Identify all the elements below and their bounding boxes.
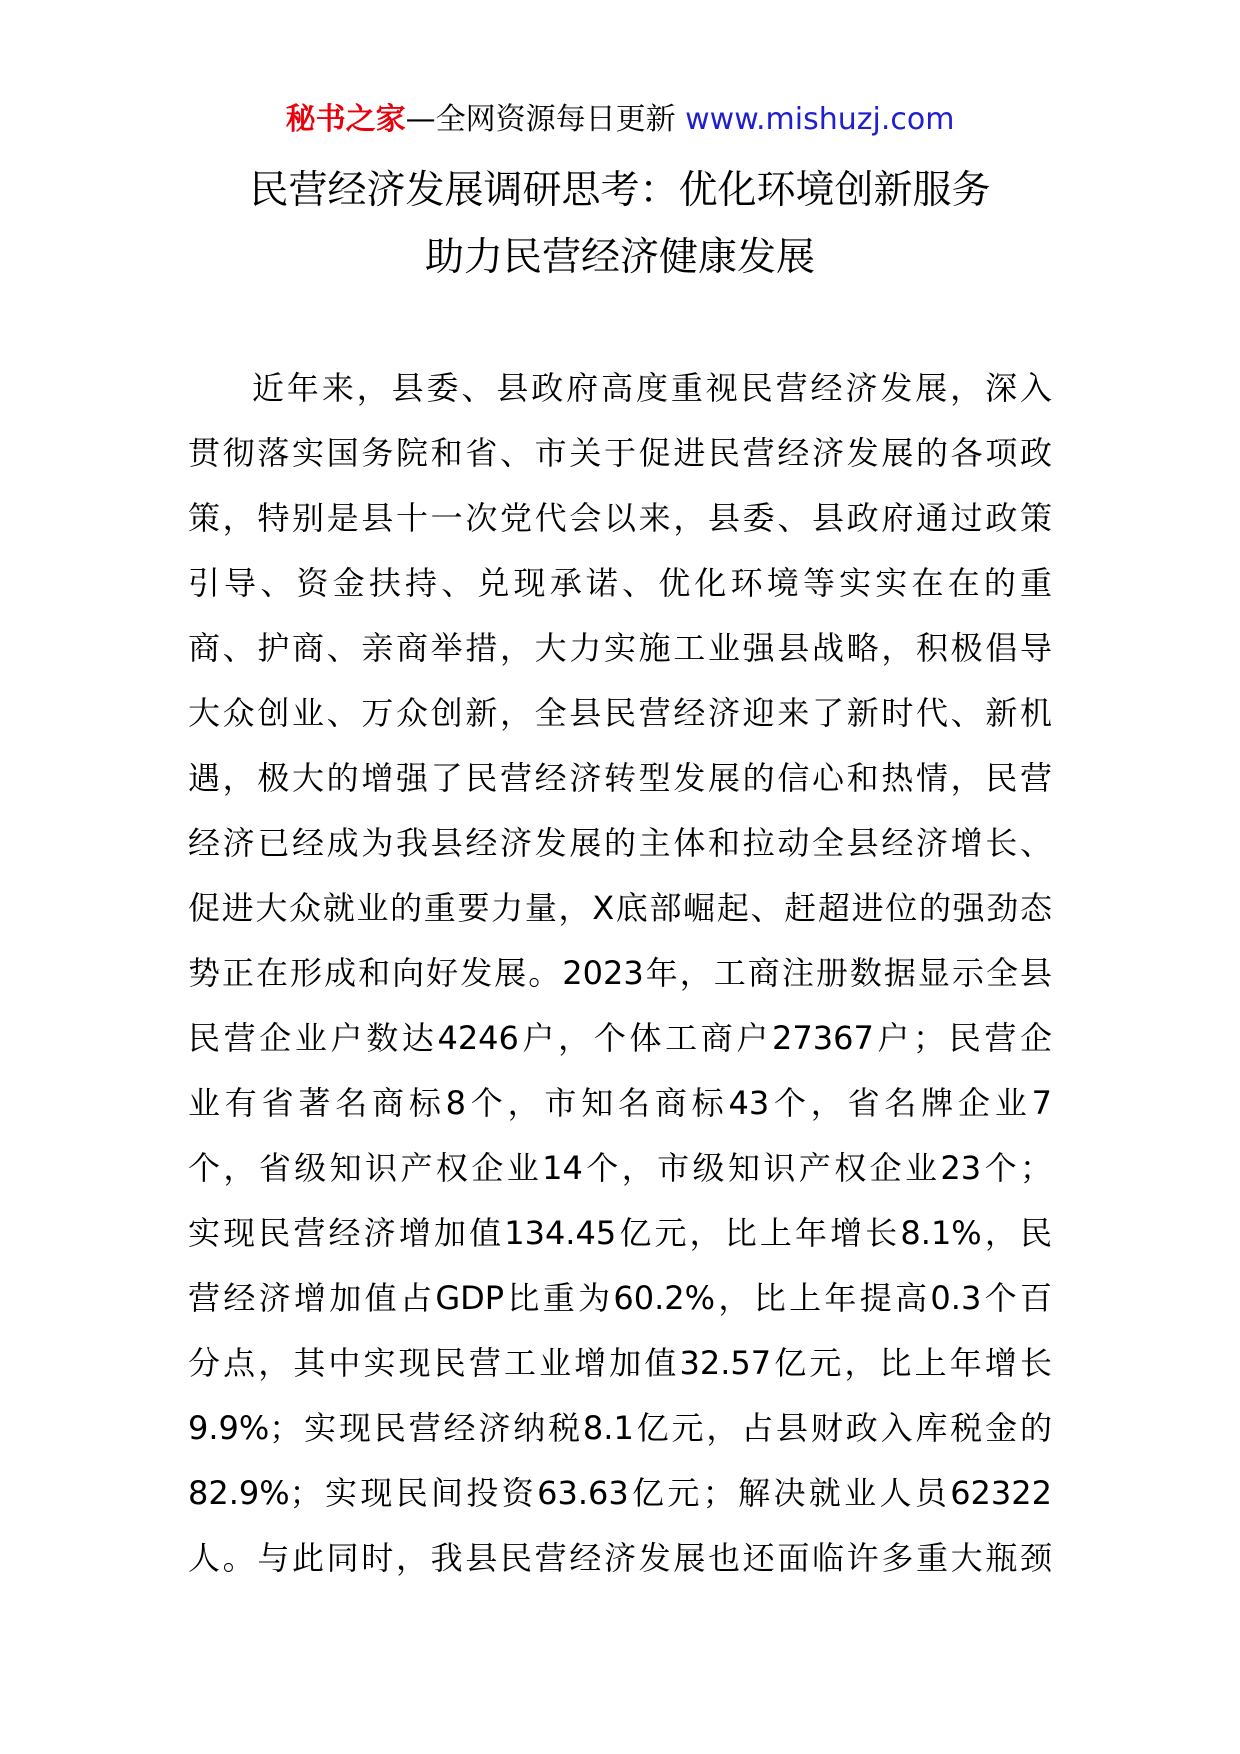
site-url-link[interactable]: www.mishuzj.com [685,102,955,137]
body-line: 营经济增加值占GDP比重为60.2%，比上年提高0.3个百 [188,1279,1052,1317]
body-line: 82.9%；实现民间投资63.63亿元；解决就业人员62322 [188,1474,1052,1512]
banner-tagline: —全网资源每日更新 [405,102,686,137]
body-line: 分点，其中实现民营工业增加值32.57亿元，比上年增长 [188,1344,1052,1382]
body-line: 近年来，县委、县政府高度重视民营经济发展，深入 [252,369,1052,407]
body-line: 促进大众就业的重要力量，X底部崛起、赶超进位的强劲态 [188,889,1052,927]
body-line: 引导、资金扶持、兑现承诺、优化环境等实实在在的重 [188,564,1052,602]
body-line: 遇，极大的增强了民营经济转型发展的信心和热情，民营 [188,759,1052,797]
body-line: 大众创业、万众创新，全县民营经济迎来了新时代、新机 [188,694,1052,732]
body-line: 业有省著名商标8个，市知名商标43个，省名牌企业7 [188,1084,1052,1122]
body-line: 商、护商、亲商举措，大力实施工业强县战略，积极倡导 [188,629,1052,667]
body-line: 人。与此同时，我县民营经济发展也还面临许多重大瓶颈 [188,1539,1052,1577]
body-line: 9.9%；实现民营经济纳税8.1亿元，占县财政入库税金的 [188,1409,1052,1447]
body-line: 策，特别是县十一次党代会以来，县委、县政府通过政策 [188,499,1052,537]
body-line: 贯彻落实国务院和省、市关于促进民营经济发展的各项政 [188,434,1052,472]
document-title-line-2: 助力民营经济健康发展 [424,235,815,280]
body-line: 经济已经成为我县经济发展的主体和拉动全县经济增长、 [188,824,1052,862]
body-line: 个，省级知识产权企业14个，市级知识产权企业23个； [188,1149,1052,1187]
body-line: 实现民营经济增加值134.45亿元，比上年增长8.1%，民 [188,1214,1052,1252]
document-title-line-1: 民营经济发展调研思考：优化环境创新服务 [249,168,991,213]
site-banner [0,100,1240,140]
body-line: 势正在形成和向好发展。2023年，工商注册数据显示全县 [188,954,1052,992]
brand-name: 秘书之家 [285,102,406,137]
document-body [188,356,1052,1591]
body-line: 民营企业户数达4246户，个体工商户27367户；民营企 [188,1019,1052,1057]
